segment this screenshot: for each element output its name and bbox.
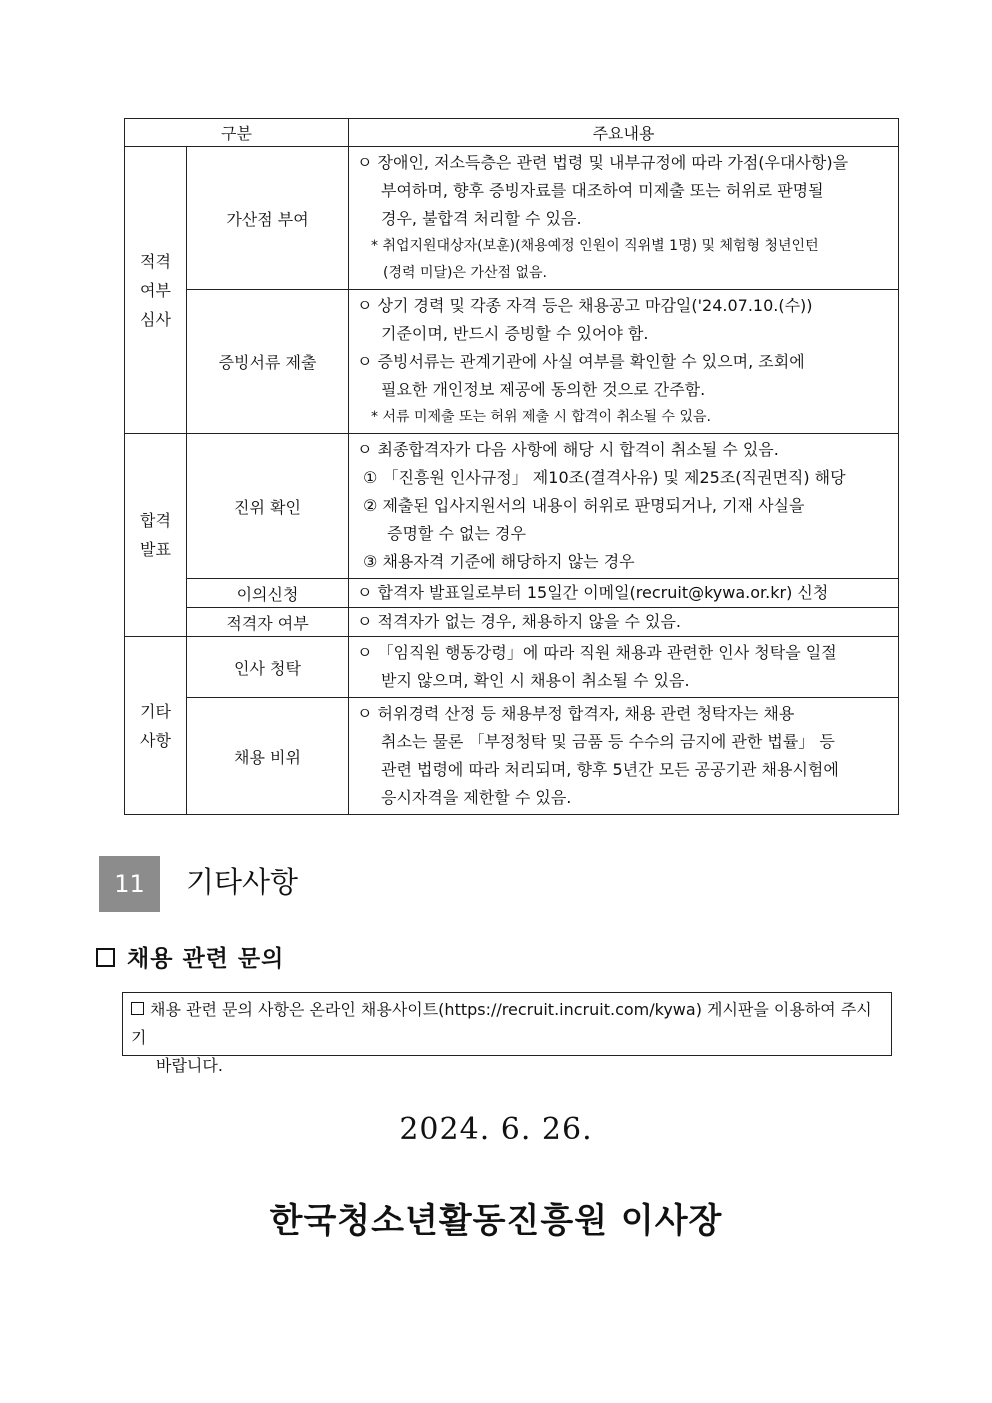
row-content [349, 290, 899, 434]
recruitment-details-table [124, 118, 899, 815]
document-date: 2024. 6. 26. [399, 1112, 593, 1147]
content-line: 관련 법령에 따라 처리되며, 향후 5년간 모든 공공기관 채용시험에 [381, 760, 839, 779]
notice-text: 채용 관련 문의 사항은 온라인 채용사이트(https://recruit.incruit.com/kywa) 게시판을 이용하여 주시기 [131, 1000, 872, 1047]
table-row [125, 147, 899, 290]
row-content [349, 637, 899, 698]
content-line: ㅇ 합격자 발표일로부터 15일간 이메일(recruit@kywa.or.kr) 신청 [357, 583, 829, 602]
row-label: 가산점 부여 [187, 147, 349, 290]
content-line: 기준이며, 반드시 증빙할 수 있어야 함. [381, 324, 649, 343]
signature: 한국청소년활동진흥원 이사장 [269, 1201, 723, 1241]
row-content [349, 579, 899, 608]
category-line: 심사 [140, 309, 171, 329]
row-content [349, 698, 899, 815]
note-line: * 서류 미제출 또는 허위 제출 시 합격이 취소될 수 있음. [371, 409, 711, 425]
notice-line [131, 996, 883, 1052]
table-row [125, 579, 899, 608]
subsection-title: 채용 관련 문의 [127, 945, 285, 972]
category-line: 여부 [140, 280, 171, 300]
row-label: 진위 확인 [187, 434, 349, 579]
content-line: ㅇ 허위경력 산정 등 채용부정 합격자, 채용 관련 청탁자는 채용 [357, 704, 795, 723]
notice-line: 바랍니다. [156, 1056, 223, 1075]
content-line: ① 「진흥원 인사규정」 제10조(결격사유) 및 제25조(직권면직) 해당 [363, 468, 846, 487]
category-line: 발표 [140, 540, 171, 559]
subsection-heading [96, 941, 284, 977]
table-header-row [125, 119, 899, 147]
table-row [125, 698, 899, 815]
content-line: 필요한 개인정보 제공에 동의한 것으로 간주함. [381, 380, 706, 399]
section-number-badge: 11 [99, 856, 160, 912]
content-line: 받지 않으며, 확인 시 채용이 취소될 수 있음. [381, 671, 690, 690]
table-row [125, 637, 899, 698]
row-label: 증빙서류 제출 [187, 290, 349, 434]
content-line: ㅇ 장애인, 저소득층은 관련 법령 및 내부규정에 따라 가점(우대사항)을 [357, 153, 849, 172]
note-line: * 취업지원대상자(보훈)(채용예정 인원이 직위별 1명) 및 체험형 청년인턴 [371, 238, 819, 254]
table-row [125, 434, 899, 579]
category-cell [125, 434, 187, 637]
note-line: (경력 미달)은 가산점 없음. [383, 265, 547, 281]
square-bullet-icon [131, 1002, 144, 1015]
row-content [349, 434, 899, 579]
content-line: ② 제출된 입사지원서의 내용이 허위로 판명되거나, 기재 사실을 [363, 496, 805, 515]
category-cell [125, 637, 187, 815]
row-content [349, 608, 899, 637]
category-line: 적격 [140, 251, 171, 271]
content-line: 경우, 불합격 처리할 수 있음. [381, 209, 582, 228]
category-line: 사항 [140, 730, 171, 750]
table-row [125, 290, 899, 434]
category-line: 기타 [140, 701, 171, 721]
section-title: 기타사항 [186, 865, 299, 899]
table-row [125, 608, 899, 637]
header-category: 구분 [125, 119, 349, 147]
row-label: 채용 비위 [187, 698, 349, 815]
content-line: 취소는 물론 「부정청탁 및 금품 등 수수의 금지에 관한 법률」 등 [381, 732, 835, 751]
content-line: 부여하며, 향후 증빙자료를 대조하여 미제출 또는 허위로 판명될 [381, 181, 824, 200]
row-label: 적격자 여부 [187, 608, 349, 637]
category-line: 합격 [140, 511, 171, 530]
row-content [349, 147, 899, 290]
content-line: ㅇ 상기 경력 및 각종 자격 등은 채용공고 마감일('24.07.10.(수)) [357, 296, 813, 315]
content-line: ㅇ 증빙서류는 관계기관에 사실 여부를 확인할 수 있으며, 조회에 [357, 352, 805, 371]
content-line: 증명할 수 없는 경우 [387, 524, 526, 543]
content-line: ㅇ 「임직원 행동강령」에 따라 직원 채용과 관련한 인사 청탁을 일절 [357, 643, 837, 662]
content-line: ③ 채용자격 기준에 해당하지 않는 경우 [363, 552, 635, 571]
row-label: 인사 청탁 [187, 637, 349, 698]
row-label: 이의신청 [187, 579, 349, 608]
square-bullet-icon [96, 948, 115, 967]
content-line: ㅇ 최종합격자가 다음 사항에 해당 시 합격이 취소될 수 있음. [357, 440, 779, 459]
content-line: 응시자격을 제한할 수 있음. [381, 788, 572, 807]
header-content: 주요내용 [349, 119, 899, 147]
inquiry-notice-box [122, 992, 892, 1075]
category-cell [125, 147, 187, 434]
content-line: ㅇ 적격자가 없는 경우, 채용하지 않을 수 있음. [357, 612, 681, 631]
